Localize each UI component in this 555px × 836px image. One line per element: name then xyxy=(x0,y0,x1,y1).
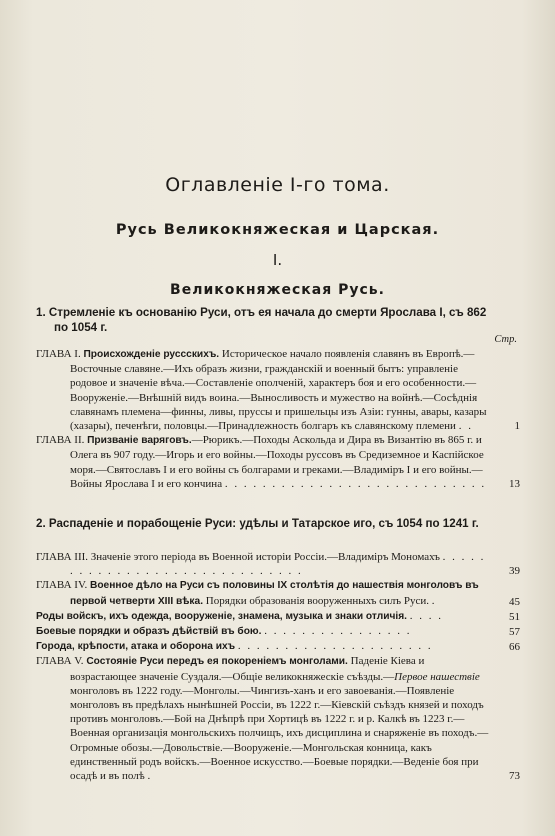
page-column-label: Стр. xyxy=(494,334,517,345)
leader-dots: . . xyxy=(458,420,473,433)
toc-entry xyxy=(36,609,520,624)
chapter-text: Порядки образованiя вооруженныхъ силъ Руси. xyxy=(205,594,429,607)
toc-entry xyxy=(36,347,520,433)
page-number: 1 xyxy=(514,420,520,433)
chapter-label: ГЛАВА II. xyxy=(36,434,85,447)
chapter-label: ГЛАВА III. xyxy=(36,551,89,563)
chapter-title: Военное дѣло на Руси съ половины IX столѣтiя до нашествiя монголовъ въ первой четверти XIII вѣка. xyxy=(70,580,479,607)
chapter-label: ГЛАВА IV. xyxy=(36,579,88,592)
part-title: Великокняжеская Русь. xyxy=(170,282,385,298)
chapter-label: ГЛАВА V. xyxy=(36,655,84,668)
leader-dots: . . . . . . . . . . . . . . . . xyxy=(264,625,412,638)
section-1-heading xyxy=(36,305,512,335)
subtitle: Русь Великокняжеская и Царская. xyxy=(115,222,440,238)
leader-dots: . . . . . . . . . . . . . . . . . . . . . . . . . . . . xyxy=(224,477,487,490)
chapter-text: —Рюрикъ.—Походы Аскольда и Дира въ Византiю въ 865 г. и Олега въ 907 году.—Игорь и его войны.—Походы руссовъ въ Средиземное и Каспiйское моря.—Святославъ I и его войны съ болгарами и греками.—Владимiръ I и его войны.—Войны Ярослава I и его кончина xyxy=(70,434,484,490)
toc-section-1 xyxy=(36,347,520,491)
toc-entry xyxy=(36,433,520,491)
part-number: I. xyxy=(272,251,283,269)
chapter-title: Боевые порядки и образъ дѣйствiй въ бою. xyxy=(36,626,262,638)
section-1-line1: 1. Стремленiе къ основанiю Руси, отъ ея начала до смерти Ярослава I, съ 862 xyxy=(36,306,487,319)
leader-dots: . . . . xyxy=(409,609,444,622)
chapter-title: Роды войскъ, ихъ одежда, вооруженiе, знамена, музыка и знаки отличiя. xyxy=(36,610,408,622)
section-2-line1: 2. Распаденiе и порабощенiе Руси: удѣлы и Татарское иго, съ 1054 по 1241 г. xyxy=(36,517,479,530)
toc-entry xyxy=(36,578,520,608)
page-number: 57 xyxy=(509,626,520,639)
leader-dots: . . . . . . . . . . . . . . . . . . . . . xyxy=(237,640,433,653)
section-1-line2: по 1054 г. xyxy=(54,321,108,334)
chapter-text: Паденiе Кiева и возрастающее значенiе Суздаля.—Общiе великокняжескiе съѣзды.— xyxy=(70,655,425,683)
section-2-heading xyxy=(36,516,512,531)
chapter-text: Историческое начало появленiя славянъ въ Европѣ.—Восточные славяне.—Ихъ образъ жизни, гражданскiй и военный бытъ: управленiе родовое и значенiе вѣча.—Составленiе ополченiй, характеръ боя и его особенности.—Вооруженiе.—Внѣшнiй видъ воина.—Выносливость и мужество на войнѣ.—Сосѣднiя славянамъ племена—финны, ливы, пруссы и пришельцы изъ Азiи: гунны, авары, казары (хазары), печенѣги, половцы.—Принадлежность болгаръ къ славянскому племени xyxy=(70,348,487,433)
toc-entry xyxy=(36,550,520,578)
chapter-text-italic: Первое нашествiе xyxy=(394,670,480,683)
page-number: 66 xyxy=(509,641,520,654)
toc-entry xyxy=(36,639,520,654)
page-number: 45 xyxy=(509,595,520,608)
chapter-title: Происхожденiе руссскихъ. xyxy=(83,349,220,360)
page-number: 73 xyxy=(509,770,520,783)
volume-title: Оглавленiе I-го тома. xyxy=(165,174,390,196)
toc-entry xyxy=(36,624,520,639)
chapter-text: Значенiе этого перiода въ Военной исторiи Россiи.—Владимiръ Мономахъ xyxy=(90,551,440,563)
chapter-label: ГЛАВА I. xyxy=(36,348,81,360)
page-number: 39 xyxy=(509,565,520,578)
toc-entry xyxy=(36,654,520,783)
chapter-title: Состоянiе Руси передъ ея покоренiемъ монголами. xyxy=(86,656,348,668)
chapter-title: Города, крѣпости, атака и оборона ихъ xyxy=(36,641,236,653)
page-number: 51 xyxy=(509,610,520,623)
leader-dots: . xyxy=(147,770,153,783)
chapter-title: Призванiе варяговъ. xyxy=(87,435,192,447)
leader-dots: . . . . . . . . . . . . . . . . . . . . . . . . . . . . . . xyxy=(70,551,486,578)
page-number: 13 xyxy=(509,477,520,490)
leader-dots: . xyxy=(431,594,437,607)
chapter-text-cont: монголовъ въ 1222 году.—Монголы.—Чингизъ-ханъ и его завоеванiя.—Появленiе монголовъ въ предѣлахъ нынѣшней Россiи, въ 1222 г.—Кiевскiй съѣздъ князей и походъ противъ монголовъ.—Бой на Днѣпрѣ при Хортицѣ въ 1222 г. и р. Калкѣ въ 1223 г.—Военная организацiя монгольскихъ полчищъ, ихъ дисциплина и снаряженiе въ походъ.—Огромные обозы.—Довольствiе.—Вооруженiе.—Монгольская конница, какъ единственный родъ войскъ.—Военное искусство.—Боевые порядки.—Веденiе боя при осадѣ и въ полѣ xyxy=(70,684,489,783)
toc-section-2 xyxy=(36,550,520,783)
